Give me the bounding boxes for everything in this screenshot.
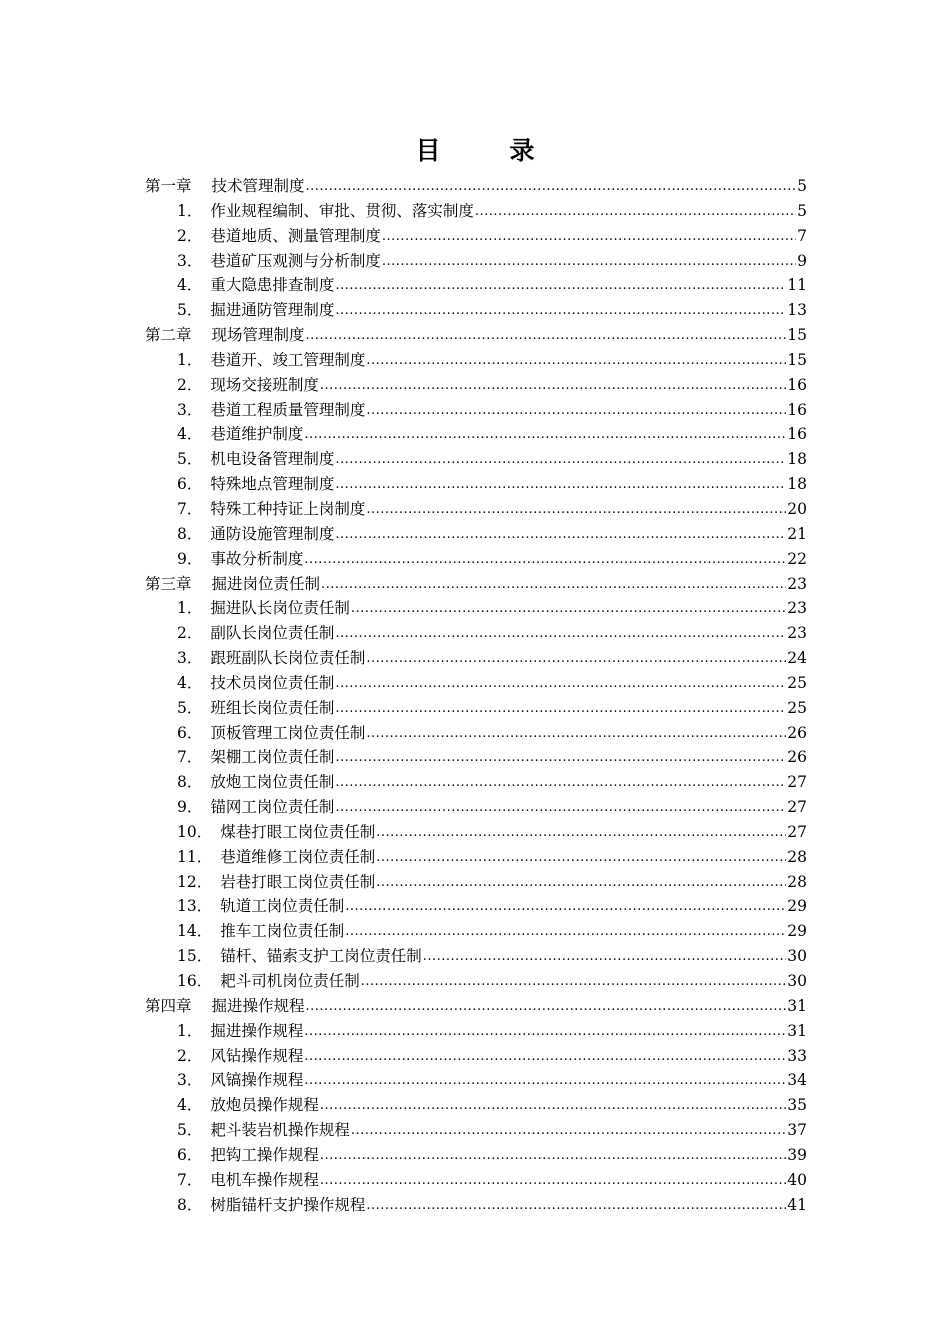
toc-entry-number: 7． [177,748,203,767]
toc-section-entry[interactable] [145,621,807,646]
toc-section-entry[interactable] [145,1093,807,1118]
toc-entry-number: 14． [177,922,213,941]
toc-page-number: 15 [787,326,807,345]
toc-entry-title: 特殊地点管理制度 [210,475,335,494]
toc-entry-number: 12． [177,872,213,891]
toc-page-number: 23 [787,624,807,643]
toc-section-entry[interactable] [145,646,807,671]
toc-entry-title: 岩巷打眼工岗位责任制 [220,872,376,891]
toc-dot-leader [304,1069,786,1094]
toc-section-entry[interactable] [145,273,807,298]
toc-page-number: 26 [787,748,807,767]
toc-section-entry[interactable] [145,373,807,398]
toc-entry-number: 10． [177,822,213,841]
toc-dot-leader [304,1045,786,1070]
toc-entry-title: 班组长岗位责任制 [210,698,335,717]
toc-entry-title: 事故分析制度 [210,549,304,568]
toc-entry-number: 6． [177,475,203,494]
toc-entry-number: 7． [177,499,203,518]
toc-dot-leader [351,1119,786,1144]
toc-page-number: 11 [787,276,807,295]
toc-entry-number: 4． [177,276,203,295]
toc-entry-title: 巷道工程质量管理制度 [210,400,366,419]
toc-dot-leader [345,920,786,945]
toc-entry-title: 掘进队长岗位责任制 [210,599,350,618]
toc-entry-number: 2． [177,375,203,394]
toc-section-entry[interactable] [145,845,807,870]
toc-section-entry[interactable] [145,969,807,994]
toc-entry-title: 掘进岗位责任制 [211,574,321,593]
toc-section-entry[interactable] [145,1118,807,1143]
toc-section-entry[interactable] [145,919,807,944]
toc-page-number: 18 [787,450,807,469]
toc-page-number: 29 [787,922,807,941]
toc-entry-title: 放炮工岗位责任制 [210,773,335,792]
toc-page-number: 40 [787,1170,807,1189]
toc-page-number: 26 [787,723,807,742]
toc-section-entry[interactable] [145,1168,807,1193]
toc-entry-number: 2． [177,226,203,245]
toc-entry-number: 1． [177,201,203,220]
toc-dot-leader [366,399,786,424]
toc-section-entry[interactable] [145,944,807,969]
toc-dot-leader [321,573,786,598]
toc-section-entry[interactable] [145,348,807,373]
toc-entry-number: 11． [177,847,213,866]
toc-entry-title: 顶板管理工岗位责任制 [210,723,366,742]
toc-entry-title: 锚网工岗位责任制 [210,798,335,817]
toc-dot-leader [320,1144,786,1169]
toc-page-number: 28 [787,847,807,866]
toc-dot-leader [320,1094,786,1119]
toc-dot-leader [351,597,786,622]
toc-entry-number: 5． [177,301,203,320]
toc-page-number: 7 [797,226,807,245]
toc-entry-number: 4． [177,673,203,692]
toc-section-entry[interactable] [145,745,807,770]
toc-section-entry[interactable] [145,795,807,820]
toc-page-number: 39 [787,1145,807,1164]
toc-section-entry[interactable] [145,522,807,547]
toc-page-number: 27 [787,798,807,817]
toc-chapter-entry[interactable] [145,323,807,348]
toc-page-number: 33 [787,1046,807,1065]
toc-section-entry[interactable] [145,770,807,795]
toc-dot-leader [304,1020,786,1045]
toc-entry-number: 8． [177,524,203,543]
toc-dot-leader [335,771,786,796]
toc-entry-number: 3． [177,1071,203,1090]
toc-entry-number: 1． [177,599,203,618]
toc-page-number: 16 [787,400,807,419]
toc-entry-number: 2． [177,1046,203,1065]
toc-entry-number: 6． [177,1145,203,1164]
toc-page-number: 28 [787,872,807,891]
toc-page-number: 13 [787,301,807,320]
toc-section-entry[interactable] [145,1044,807,1069]
toc-entry-number: 4． [177,1096,203,1115]
toc-entry-number: 第三章 [145,574,192,593]
toc-entry-title: 重大隐患排查制度 [210,276,335,295]
toc-entry-title: 技术员岗位责任制 [210,673,335,692]
toc-section-entry[interactable] [145,249,807,274]
toc-page-number: 41 [787,1195,807,1214]
toc-dot-leader [376,821,786,846]
toc-chapter-entry[interactable] [145,572,807,597]
toc-entry-title: 放炮员操作规程 [210,1096,319,1115]
toc-entry-title: 掘进操作规程 [211,996,305,1015]
toc-entry-number: 第一章 [145,177,192,195]
toc-page-number: 30 [787,947,807,966]
toc-dot-leader [361,970,787,995]
toc-entry-title: 耙斗装岩机操作规程 [210,1121,350,1140]
toc-entry-title: 锚杆、锚索支护工岗位责任制 [220,947,422,966]
toc-entry-number: 2． [177,624,203,643]
toc-page-number: 37 [787,1121,807,1140]
toc-entry-title: 作业规程编制、审批、贯彻、落实制度 [210,201,474,220]
toc-title: 目 录 [415,136,557,165]
toc-dot-leader [306,324,787,349]
toc-section-entry[interactable] [145,199,807,224]
toc-section-entry[interactable] [145,1193,807,1218]
toc-dot-leader [304,423,786,448]
toc-dot-leader [382,250,796,275]
toc-page-number: 30 [787,972,807,990]
toc-entry-title: 机电设备管理制度 [210,450,335,469]
toc-page-number: 5 [797,177,807,195]
toc-entry-title: 巷道维护制度 [210,425,304,444]
toc-dot-leader [475,200,796,225]
toc-dot-leader [376,846,786,871]
toc-page-number: 5 [797,201,807,220]
toc-section-entry[interactable] [145,721,807,746]
toc-section-entry[interactable] [145,224,807,249]
toc-page-number: 23 [787,599,807,618]
toc-entry-title: 巷道维修工岗位责任制 [220,847,376,866]
toc-entry-title: 架棚工岗位责任制 [210,748,335,767]
toc-page-number: 24 [787,649,807,668]
toc-section-entry[interactable] [145,671,807,696]
toc-dot-leader [376,871,786,896]
toc-dot-leader [366,647,786,672]
toc-entry-title: 风镐操作规程 [210,1071,304,1090]
toc-entry-title: 技术管理制度 [211,177,305,195]
toc-entry-title: 树脂锚杆支护操作规程 [210,1195,366,1214]
toc-dot-leader [335,473,786,498]
toc-dot-leader [304,548,786,573]
toc-dot-leader [335,796,786,821]
toc-page-number: 25 [787,698,807,717]
toc-page-number: 18 [787,475,807,494]
toc-entry-title: 耙斗司机岗位责任制 [220,972,360,990]
toc-dot-leader [335,274,786,299]
toc-section-entry[interactable] [145,398,807,423]
toc-page-number: 27 [787,773,807,792]
toc-entry-number: 3． [177,251,203,270]
toc-entry-title: 通防设施管理制度 [210,524,335,543]
toc-dot-leader [335,672,786,697]
toc-dot-leader [335,697,786,722]
toc-entry-title: 推车工岗位责任制 [220,922,345,941]
toc-page-number: 22 [787,549,807,568]
toc-dot-leader [366,722,786,747]
toc-page-number: 20 [787,499,807,518]
toc-entry-title: 巷道开、竣工管理制度 [210,350,366,369]
toc-chapter-entry[interactable] [145,994,807,1019]
toc-entry-number: 15． [177,947,213,966]
toc-page-number: 25 [787,673,807,692]
toc-entry-title: 掘进操作规程 [210,1021,304,1040]
toc-section-entry[interactable] [145,472,807,497]
toc-entry-number: 1． [177,1021,203,1040]
toc-dot-leader [335,448,786,473]
toc-entry-title: 跟班副队长岗位责任制 [210,649,366,668]
toc-section-entry[interactable] [145,596,807,621]
toc-entry-number: 9． [177,549,203,568]
toc-entry-number: 8． [177,773,203,792]
toc-page-number: 16 [787,375,807,394]
toc-entry-number: 6． [177,723,203,742]
toc-entry-number: 7． [177,1170,203,1189]
toc-entry-number: 9． [177,798,203,817]
toc-dot-leader [335,523,786,548]
toc-entry-title: 巷道地质、测量管理制度 [210,226,381,245]
toc-entry-title: 副队长岗位责任制 [210,624,335,643]
toc-page-number: 15 [787,350,807,369]
toc-entry-number: 1． [177,350,203,369]
toc-entry-number: 3． [177,649,203,668]
toc-dot-leader [366,498,786,523]
toc-entry-title: 把钩工操作规程 [210,1145,319,1164]
toc-dot-leader [306,995,787,1020]
toc-page-number: 16 [787,425,807,444]
toc-section-entry[interactable] [145,422,807,447]
toc-entry-number: 第二章 [145,326,192,345]
toc-entry-title: 煤巷打眼工岗位责任制 [220,822,376,841]
toc-entry-number: 5． [177,1121,203,1140]
toc-dot-leader [306,175,797,200]
toc-page-number: 29 [787,897,807,916]
toc-section-entry[interactable] [145,894,807,919]
toc-section-entry[interactable] [145,820,807,845]
toc-section-entry[interactable] [145,298,807,323]
toc-section-entry[interactable] [145,1068,807,1093]
toc-dot-leader [335,746,786,771]
toc-page-number: 21 [787,524,807,543]
toc-entry-number: 13． [177,897,213,916]
toc-dot-leader [320,1169,786,1194]
toc-section-entry[interactable] [145,696,807,721]
toc-entry-number: 16． [177,972,213,990]
toc-page-number: 34 [787,1071,807,1090]
toc-dot-leader [345,895,786,920]
toc-entry-title: 风钻操作规程 [210,1046,304,1065]
toc-dot-leader [423,945,787,970]
toc-dot-leader [366,349,786,374]
toc-page-number: 23 [787,574,807,593]
toc-chapter-entry[interactable] [145,174,807,199]
toc-section-entry[interactable] [145,1019,807,1044]
toc-dot-leader [382,225,796,250]
toc-entry-title: 现场交接班制度 [210,375,319,394]
toc-page-number: 31 [787,1021,807,1040]
toc-dot-leader [366,1194,786,1219]
toc-entry-number: 4． [177,425,203,444]
toc-entry-title: 现场管理制度 [211,326,305,345]
toc-page-number: 27 [787,822,807,841]
toc-entry-number: 5． [177,698,203,717]
toc-entry-title: 电机车操作规程 [210,1170,319,1189]
toc-entry-number: 第四章 [145,996,192,1015]
toc-entry-title: 特殊工种持证上岗制度 [210,499,366,518]
toc-page-number: 35 [787,1096,807,1115]
toc-dot-leader [335,622,786,647]
toc-section-entry[interactable] [145,1143,807,1168]
toc-entry-number: 3． [177,400,203,419]
toc-dot-leader [320,374,786,399]
toc-section-entry[interactable] [145,870,807,895]
toc-entry-title: 掘进通防管理制度 [210,301,335,320]
toc-page-number: 9 [797,251,807,270]
table-of-contents [145,174,807,1217]
toc-entry-number: 5． [177,450,203,469]
toc-entry-title: 轨道工岗位责任制 [220,897,345,916]
toc-entry-title: 巷道矿压观测与分析制度 [210,251,381,270]
toc-page-number: 31 [787,996,807,1015]
toc-dot-leader [335,299,786,324]
toc-section-entry[interactable] [145,447,807,472]
toc-section-entry[interactable] [145,497,807,522]
toc-entry-number: 8． [177,1195,203,1214]
toc-section-entry[interactable] [145,547,807,572]
